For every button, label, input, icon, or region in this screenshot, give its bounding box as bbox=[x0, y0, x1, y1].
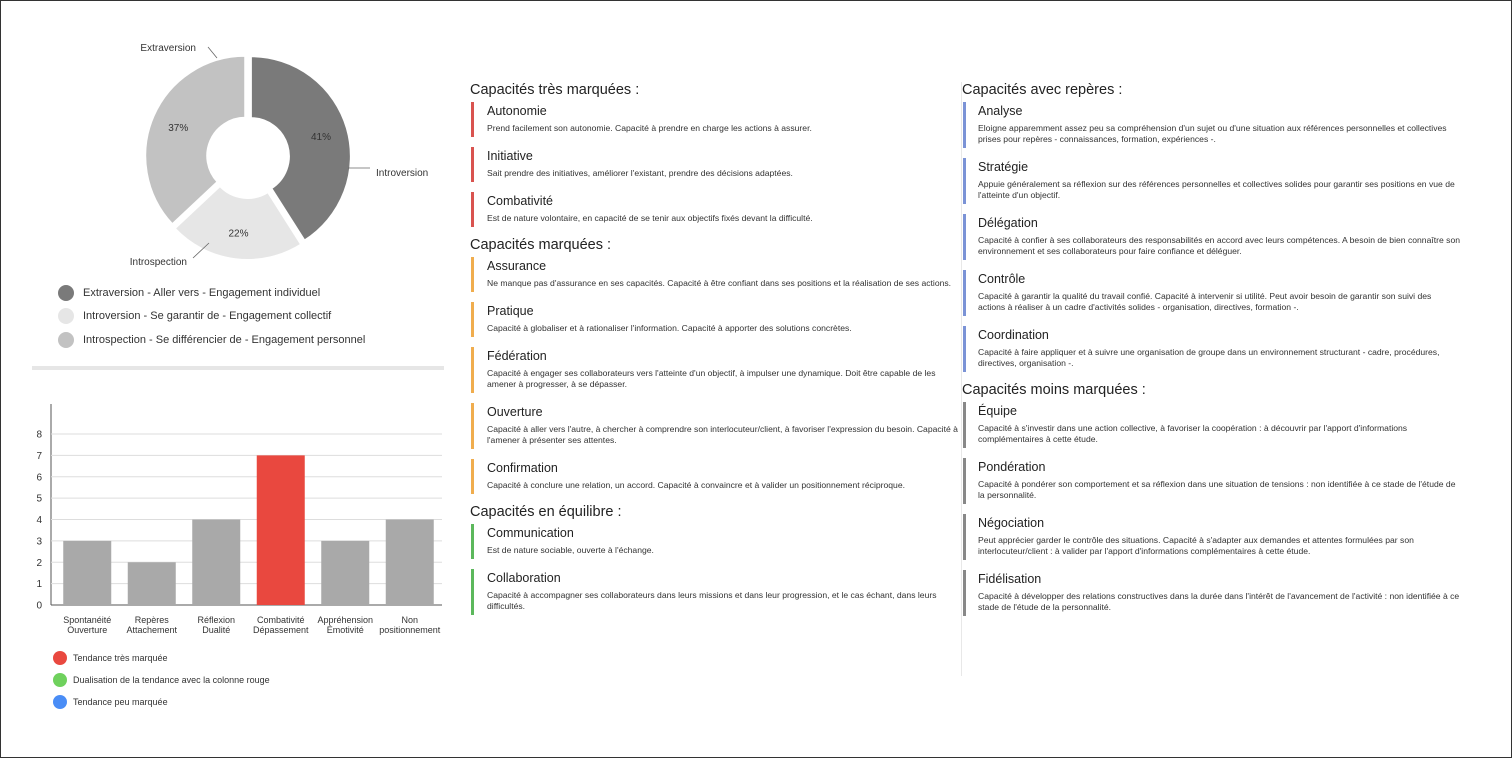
capacity-name: Stratégie bbox=[978, 160, 1029, 174]
x-tick-label: Dépassement bbox=[252, 625, 309, 635]
capacity-item-equipe bbox=[963, 402, 1460, 448]
donut-label-extraversion: Extraversion bbox=[140, 43, 196, 54]
capacity-group-capacites-moins-marquees bbox=[962, 382, 1460, 616]
bar-legend-item bbox=[53, 647, 270, 669]
y-tick-label: 4 bbox=[36, 515, 42, 526]
capacity-name: Fidélisation bbox=[978, 572, 1042, 586]
legend-swatch bbox=[58, 308, 74, 324]
capacity-description: Capacité à accompagner ses collaborateurs dans leurs missions et dans leur progression, et le cas échant, dans leurs difficultés. bbox=[487, 590, 937, 611]
capacity-name: Autonomie bbox=[487, 104, 547, 118]
capacity-description: Eloigne apparemment assez peu sa compréhension d'un sujet ou d'une situation aux références personnelles et collectives prises pour repères - connaissances, formation, expériences -. bbox=[978, 123, 1447, 144]
capacity-group-title: Capacités très marquées : bbox=[470, 82, 640, 98]
donut-value-label: 41% bbox=[310, 131, 331, 143]
capacity-group-capacites-tres-marquees bbox=[470, 82, 962, 227]
bar-non-positionnement bbox=[386, 520, 434, 606]
x-tick-label: Dualité bbox=[202, 625, 231, 635]
capacity-item-confirmation bbox=[471, 459, 962, 494]
y-tick-label: 2 bbox=[36, 557, 42, 569]
capacity-group-title: Capacités avec repères : bbox=[962, 82, 1123, 98]
y-tick-label: 7 bbox=[36, 450, 42, 462]
capacity-name: Pratique bbox=[487, 304, 534, 318]
capacity-item-communication bbox=[471, 524, 962, 559]
capacity-name: Analyse bbox=[978, 104, 1023, 118]
y-tick-label: 8 bbox=[36, 429, 42, 441]
x-tick-label: Appréhension bbox=[317, 615, 374, 625]
donut-label-introversion: Introversion bbox=[376, 168, 429, 179]
capacity-group-capacites-en-equilibre bbox=[470, 504, 962, 615]
capacity-item-assurance bbox=[471, 257, 962, 292]
capacity-item-delegation bbox=[963, 214, 1460, 260]
tendency-bar-chart bbox=[22, 396, 447, 644]
capacity-description: Est de nature volontaire, en capacité de se tenir aux objectifs fixés devant la difficulté. bbox=[487, 213, 813, 223]
y-tick-label: 1 bbox=[36, 579, 42, 591]
legend-swatch bbox=[58, 285, 74, 301]
capacity-group-title: Capacités moins marquées : bbox=[962, 382, 1146, 398]
donut-legend bbox=[58, 281, 365, 352]
capacity-description: Capacité à globaliser et à rationaliser l'information. Capacité à apporter des solutions concrètes. bbox=[487, 323, 852, 333]
capacity-item-analyse bbox=[963, 102, 1460, 148]
y-tick-label: 6 bbox=[36, 472, 42, 484]
capacity-description: Capacité à garantir la qualité du travail confié. Capacité à intervenir si utilité. Peut avoir besoin de garantir son suivi des actions à réaliser à un cadre d'activités solides - organisation, directives, formation -. bbox=[978, 291, 1432, 312]
donut-legend-item bbox=[58, 281, 365, 305]
capacity-item-fidelisation bbox=[963, 570, 1460, 616]
legend-swatch bbox=[58, 332, 74, 348]
capacity-name: Ouverture bbox=[487, 405, 543, 419]
capacity-name: Contrôle bbox=[978, 272, 1026, 286]
donut-legend-item bbox=[58, 305, 365, 329]
capacity-description: Capacité à engager ses collaborateurs vers l'atteinte d'un objectif, à impulser une dynamique. Doit être capable de les amener à progresser, à se dépasser. bbox=[487, 368, 936, 389]
capacity-name: Équipe bbox=[978, 404, 1017, 418]
x-tick-label: Non bbox=[401, 615, 419, 625]
bar-legend-item bbox=[53, 691, 270, 713]
y-tick-label: 5 bbox=[36, 493, 42, 505]
capacities-left-column bbox=[470, 82, 962, 625]
legend-swatch bbox=[53, 651, 67, 665]
donut-value-label: 22% bbox=[228, 228, 249, 240]
x-tick-label: Repères bbox=[134, 615, 169, 625]
bar-reflexion-dualite bbox=[192, 520, 240, 606]
capacity-name: Collaboration bbox=[487, 571, 561, 585]
capacity-name: Initiative bbox=[487, 149, 533, 163]
bar-combativite-depassement bbox=[257, 455, 305, 605]
legend-swatch bbox=[53, 673, 67, 687]
capacity-description: Prend facilement son autonomie. Capacité à prendre en charge les actions à assurer. bbox=[487, 123, 812, 133]
capacity-description: Ne manque pas d'assurance en ses capacités. Capacité à être confiant dans ses positions et la réalisation de ses actions. bbox=[487, 278, 952, 288]
capacity-description: Appuie généralement sa réflexion sur des références personnelles et collectives solides pour garantir ses positions en vue de l'atteinte d'un objectif. bbox=[978, 179, 1455, 200]
x-tick-label: Ouverture bbox=[67, 625, 108, 635]
capacity-name: Délégation bbox=[978, 216, 1038, 230]
capacity-group-capacites-marquees bbox=[470, 237, 962, 494]
capacity-name: Pondération bbox=[978, 460, 1046, 474]
y-tick-label: 0 bbox=[36, 600, 42, 612]
x-tick-label: Attachement bbox=[126, 625, 178, 635]
legend-swatch bbox=[53, 695, 67, 709]
section-divider bbox=[32, 366, 444, 370]
capacity-description: Sait prendre des initiatives, améliorer l'existant, prendre des décisions adaptées. bbox=[487, 168, 793, 178]
capacity-item-pratique bbox=[471, 302, 962, 337]
bar-legend-item bbox=[53, 669, 270, 691]
bar-legend-label: Dualisation de la tendance avec la colonne rouge bbox=[73, 675, 270, 685]
capacity-name: Combativité bbox=[487, 194, 553, 208]
x-tick-label: Combativité bbox=[256, 615, 305, 625]
capacity-item-controle bbox=[963, 270, 1460, 316]
capacity-group-title: Capacités en équilibre : bbox=[470, 504, 622, 520]
x-tick-label: Réflexion bbox=[197, 615, 236, 625]
bar-chart-legend bbox=[53, 647, 270, 713]
donut-legend-label: Introversion - Se garantir de - Engagement collectif bbox=[83, 310, 332, 323]
capacity-description: Capacité à confier à ses collaborateurs des responsabilités en accord avec leurs compétences. A besoin de bien connaître son environnement et ses collaborateurs pour faire confiance et déléguer. bbox=[978, 235, 1461, 256]
capacity-description: Capacité à faire appliquer et à suivre une organisation de groupe dans un environnement structurant - cadre, procédures, directives, organisation -. bbox=[978, 347, 1440, 368]
donut-value-label: 37% bbox=[168, 122, 189, 134]
capacity-description: Capacité à pondérer son comportement et sa réflexion dans une situation de tensions : non identifiée à ce stade de l'étude de la personnalité. bbox=[978, 479, 1456, 500]
bar-spontaneite-ouverture bbox=[63, 541, 111, 605]
capacity-name: Communication bbox=[487, 526, 574, 540]
capacity-name: Fédération bbox=[487, 349, 547, 363]
bar-legend-label: Tendance peu marquée bbox=[73, 697, 168, 707]
personality-donut-chart bbox=[100, 30, 430, 270]
capacity-item-coordination bbox=[963, 326, 1460, 372]
capacity-item-ponderation bbox=[963, 458, 1460, 504]
capacity-item-strategie bbox=[963, 158, 1460, 204]
capacity-item-negociation bbox=[963, 514, 1460, 560]
bar-legend-label: Tendance très marquée bbox=[73, 653, 168, 663]
x-tick-label: positionnement bbox=[379, 625, 441, 635]
donut-legend-item bbox=[58, 328, 365, 352]
capacity-description: Capacité à aller vers l'autre, à chercher à comprendre son interlocuteur/client, à favoriser l'expression du besoin. Capacité à l'amener à présenter ses attentes. bbox=[487, 424, 958, 445]
y-tick-label: 3 bbox=[36, 536, 42, 548]
capacity-name: Coordination bbox=[978, 328, 1049, 342]
bar-reperes-attachement bbox=[128, 562, 176, 605]
capacity-item-autonomie bbox=[471, 102, 962, 137]
donut-leader-line bbox=[208, 47, 217, 58]
donut-label-introspection: Introspection bbox=[129, 257, 187, 268]
bar-apprehension-emotivite bbox=[321, 541, 369, 605]
capacity-description: Capacité à s'investir dans une action collective, à favoriser la coopération : à découvrir par l'apport d'informations complémentaires à cette étude. bbox=[978, 423, 1408, 444]
capacity-name: Assurance bbox=[487, 259, 547, 273]
capacity-item-ouverture bbox=[471, 403, 962, 449]
capacity-name: Négociation bbox=[978, 516, 1045, 530]
capacity-description: Capacité à développer des relations constructives dans la durée dans l'intérêt de l'avancement de l'activité : non identifiée à ce stade de l'étude de la personnalité. bbox=[978, 591, 1460, 612]
donut-legend-label: Introspection - Se différencier de - Engagement personnel bbox=[83, 333, 366, 346]
capacity-group-title: Capacités marquées : bbox=[470, 237, 612, 253]
x-tick-label: Émotivité bbox=[326, 625, 364, 635]
capacity-item-initiative bbox=[471, 147, 962, 182]
capacity-description: Est de nature sociable, ouverte à l'échange. bbox=[487, 545, 654, 555]
capacity-item-collaboration bbox=[471, 569, 962, 615]
capacity-description: Peut apprécier garder le contrôle des situations. Capacité à s'adapter aux demandes et attentes formulées par son interlocuteur/client : à valider par l'apport d'informations complémentaires à cette étude. bbox=[978, 535, 1414, 556]
capacity-item-combativite bbox=[471, 192, 962, 227]
capacity-name: Confirmation bbox=[487, 461, 558, 475]
x-tick-label: Spontanéité bbox=[63, 615, 112, 625]
capacities-right-column bbox=[962, 82, 1460, 626]
capacity-item-federation bbox=[471, 347, 962, 393]
capacity-group-capacites-avec-reperes bbox=[962, 82, 1460, 372]
capacity-description: Capacité à conclure une relation, un accord. Capacité à convaincre et à valider un positionnement réciproque. bbox=[487, 480, 906, 490]
donut-legend-label: Extraversion - Aller vers - Engagement individuel bbox=[83, 286, 321, 299]
